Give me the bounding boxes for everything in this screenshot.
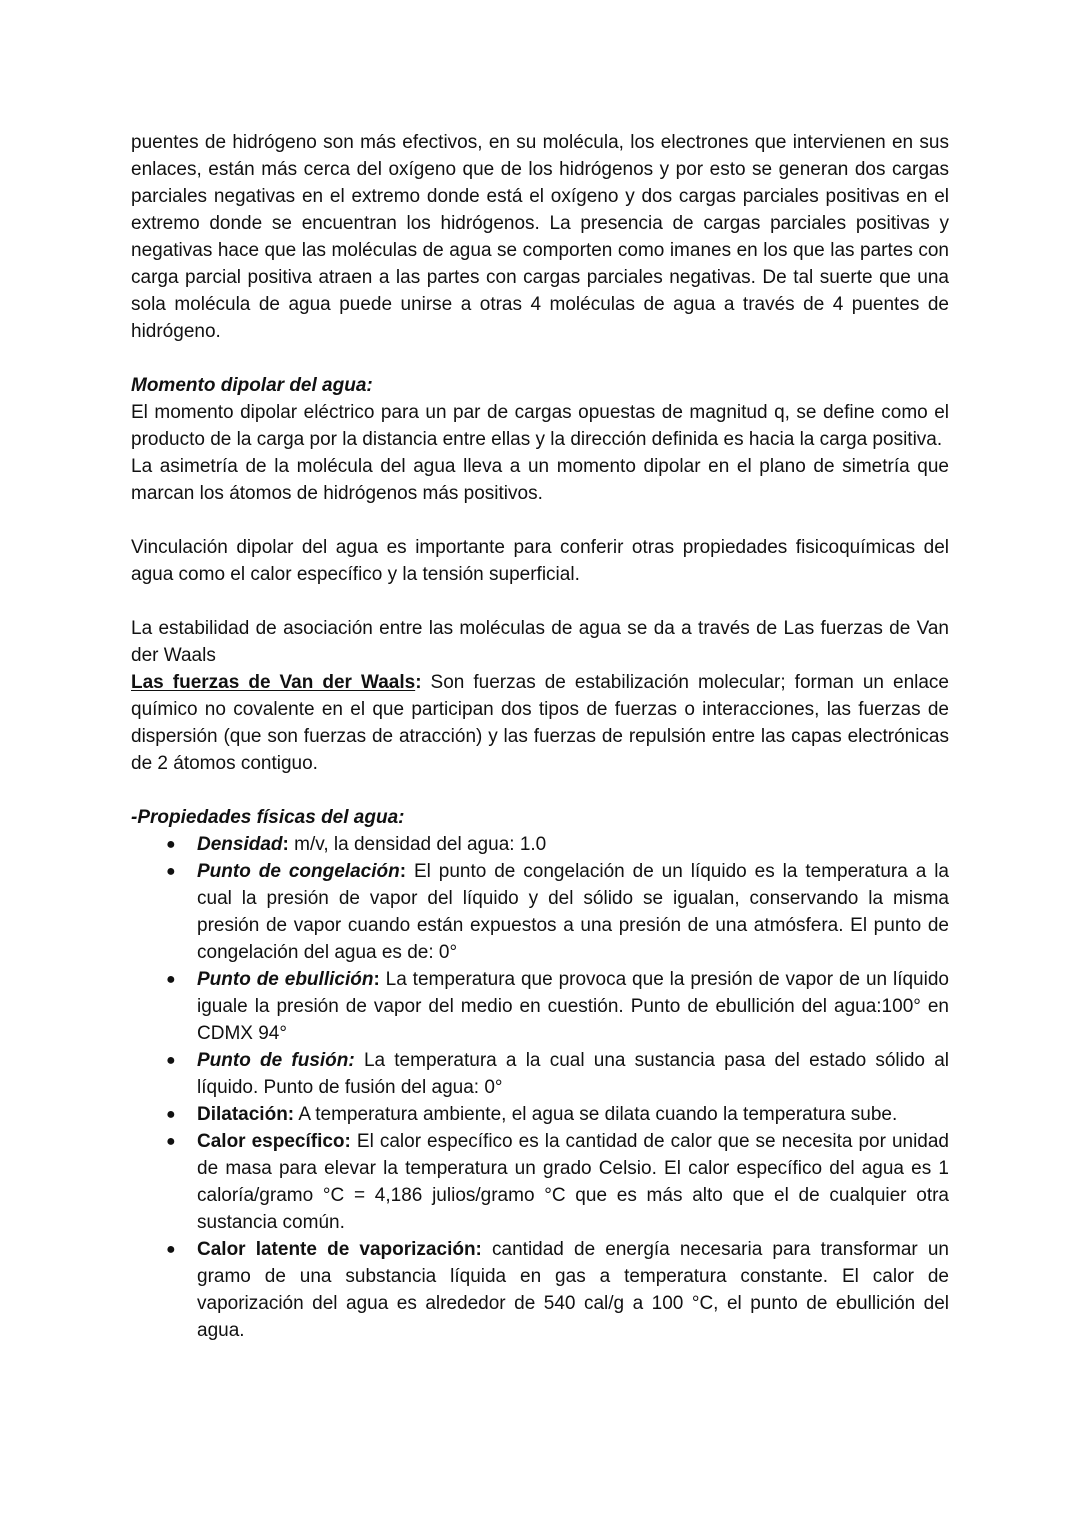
bullet-icon: ● — [166, 1052, 176, 1069]
vanderwaals-intro: La estabilidad de asociación entre las moléculas de agua se da a través de Las fuerzas de Van der Waals — [131, 618, 949, 666]
property-term: Punto de fusión: — [197, 1050, 355, 1071]
dipole-paragraph-1: El momento dipolar eléctrico para un par de cargas opuestas de magnitud q, se define como el producto de la carga por la distancia entre ellas y la dirección definida es hacia la carga positiva. — [131, 402, 949, 450]
dipole-paragraph-2: La asimetría de la molécula del agua lleva a un momento dipolar en el plano de simetría que marcan los átomos de hidrógenos más positivos. — [131, 456, 949, 504]
property-term: Calor latente de vaporización: — [197, 1239, 482, 1260]
property-item-calor-latente — [131, 1236, 949, 1344]
spacer — [131, 507, 949, 534]
vanderwaals-definition-paragraph — [131, 669, 949, 777]
properties-heading: -Propiedades físicas del agua: — [131, 807, 405, 828]
property-sep: : — [399, 861, 407, 882]
property-text: El calor específico es la cantidad de calor que se necesita por unidad de masa para elevar la temperatura un grado Celsio. El calor específico del agua es 1 caloría/gramo °C = 4,186 julios/gramo °C que es más alto que el de cualquier otra sustancia común. — [197, 1131, 950, 1233]
property-term: Dilatación: — [197, 1104, 295, 1125]
bullet-icon: ● — [166, 971, 176, 988]
property-item-punto-fusion — [131, 1047, 949, 1101]
bullet-icon: ● — [166, 863, 176, 880]
document-page — [131, 129, 949, 1344]
property-item-densidad — [131, 831, 949, 858]
property-sep: : — [373, 969, 380, 990]
property-term: Punto de congelación — [197, 861, 400, 882]
property-text: La temperatura que provoca que la presión de vapor de un líquido iguale la presión de vapor del medio en cuestión. Punto de ebullición del agua:100° en CDMX 94° — [197, 969, 949, 1044]
property-text: m/v, la densidad del agua: 1.0 — [288, 834, 547, 855]
property-item-punto-ebullicion — [131, 966, 949, 1047]
bullet-icon: ● — [166, 1106, 176, 1123]
property-item-calor-especifico — [131, 1128, 949, 1236]
bullet-icon: ● — [166, 836, 176, 853]
properties-list — [131, 831, 949, 1344]
spacer — [131, 777, 949, 804]
bullet-icon: ● — [166, 1133, 176, 1150]
property-text: La temperatura a la cual una sustancia pasa del estado sólido al líquido. Punto de fusión del agua: 0° — [197, 1050, 949, 1098]
dipole-heading: Momento dipolar del agua: — [131, 375, 373, 396]
property-sep: : — [282, 834, 289, 855]
property-text: A temperatura ambiente, el agua se dilata cuando la temperatura sube. — [294, 1104, 898, 1125]
vanderwaals-term: Las fuerzas de Van der Waals — [131, 672, 416, 693]
vanderwaals-colon: : — [415, 672, 422, 693]
spacer — [131, 345, 949, 372]
dipole-paragraph-3: Vinculación dipolar del agua es importante para conferir otras propiedades fisicoquímicas del agua como el calor específico y la tensión superficial. — [131, 537, 949, 585]
property-item-punto-congelacion — [131, 858, 949, 966]
vanderwaals-definition: Son fuerzas de estabilización molecular; forman un enlace químico no covalente en el que participan dos tipos de fuerzas o interacciones, las fuerzas de dispersión (que son fuerzas de atracción) y las fuerzas de repulsión entre las capas electrónicas de 2 átomos contiguo. — [131, 672, 949, 774]
property-term: Punto de ebullición — [197, 969, 374, 990]
property-term: Calor específico: — [197, 1131, 351, 1152]
property-term: Densidad — [197, 834, 283, 855]
property-text: cantidad de energía necesaria para transformar un gramo de una substancia líquida en gas a temperatura constante. El calor de vaporización del agua es alrededor de 540 cal/g a 100 °C, el punto de ebullición del agua. — [197, 1239, 949, 1341]
spacer — [131, 588, 949, 615]
intro-paragraph: puentes de hidrógeno son más efectivos, en su molécula, los electrones que intervienen en sus enlaces, están más cerca del oxígeno que de los hidrógenos y por esto se generan dos cargas parciales negativas en el extremo donde está el oxígeno y dos cargas parciales positivas en el extremo donde se encuentran los hidrógenos. La presencia de cargas parciales positivas y negativas hace que las moléculas de agua se comporten como imanes en los que las partes con carga parcial positiva atraen a las partes con cargas parciales negativas. De tal suerte que una sola molécula de agua puede unirse a otras 4 moléculas de agua a través de 4 puentes de hidrógeno. — [131, 132, 949, 342]
property-text: El punto de congelación de un líquido es la temperatura a la cual la presión de vapor del líquido y del sólido se igualan, conservando la misma presión de vapor cuando están expuestos a una presión de una atmósfera. El punto de congelación del agua es de: 0° — [197, 861, 949, 963]
property-item-dilatacion — [131, 1101, 949, 1128]
bullet-icon: ● — [166, 1241, 176, 1258]
